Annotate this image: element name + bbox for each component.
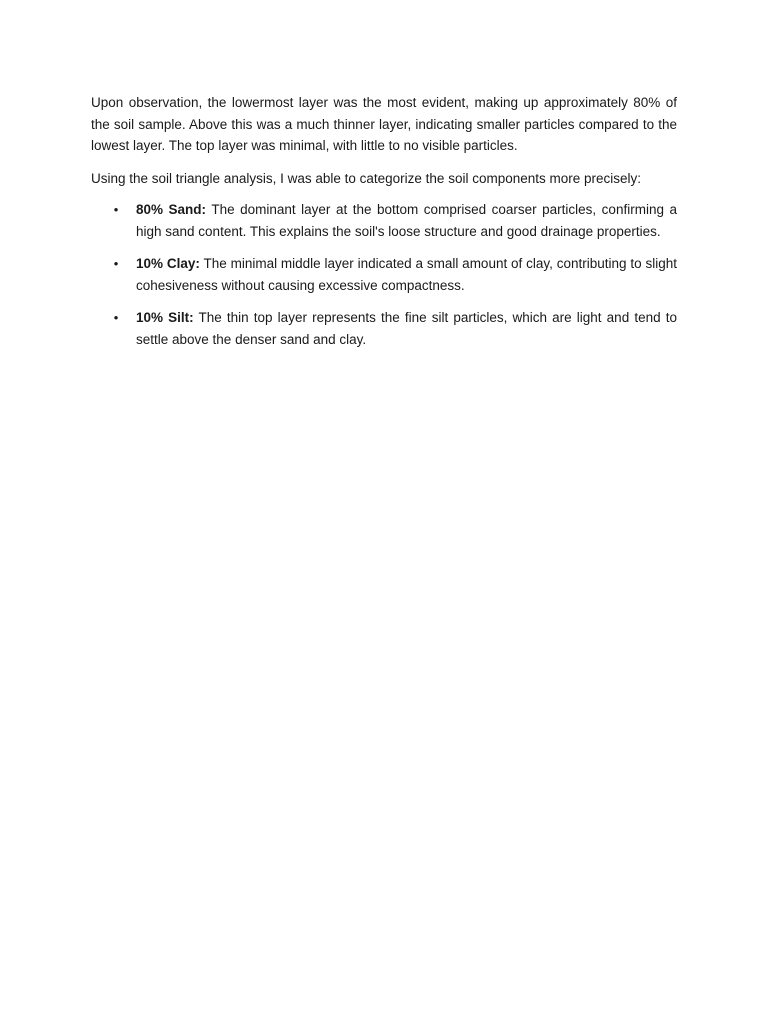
sand-term: 80% Sand:: [136, 202, 207, 217]
list-item-sand: [91, 199, 677, 242]
list-item-clay: [91, 253, 677, 296]
clay-description: The minimal middle layer indicated a small amount of clay, contributing to slight cohesiveness without causing excessive compactness.: [136, 256, 677, 293]
bullet-icon: •: [113, 202, 119, 217]
soil-components-list: [91, 199, 677, 350]
sand-description: The dominant layer at the bottom comprised coarser particles, confirming a high sand content. This explains the soil's loose structure and good drainage properties.: [136, 202, 677, 239]
document-body: [91, 92, 677, 361]
list-item-silt: [91, 307, 677, 350]
silt-description: The thin top layer represents the fine silt particles, which are light and tend to settle above the denser sand and clay.: [136, 310, 677, 347]
analysis-intro-paragraph: Using the soil triangle analysis, I was able to categorize the soil components more precisely:: [91, 170, 642, 186]
observation-paragraph: Upon observation, the lowermost layer was the most evident, making up approximately 80% of the soil sample. Above this was a much thinner layer, indicating smaller particles compared to the lowest layer. The top layer was minimal, with little to no visible particles.: [91, 95, 677, 153]
bullet-icon: •: [113, 256, 119, 271]
silt-term: 10% Silt:: [136, 310, 194, 325]
clay-term: 10% Clay:: [136, 256, 200, 271]
bullet-icon: •: [113, 310, 119, 325]
